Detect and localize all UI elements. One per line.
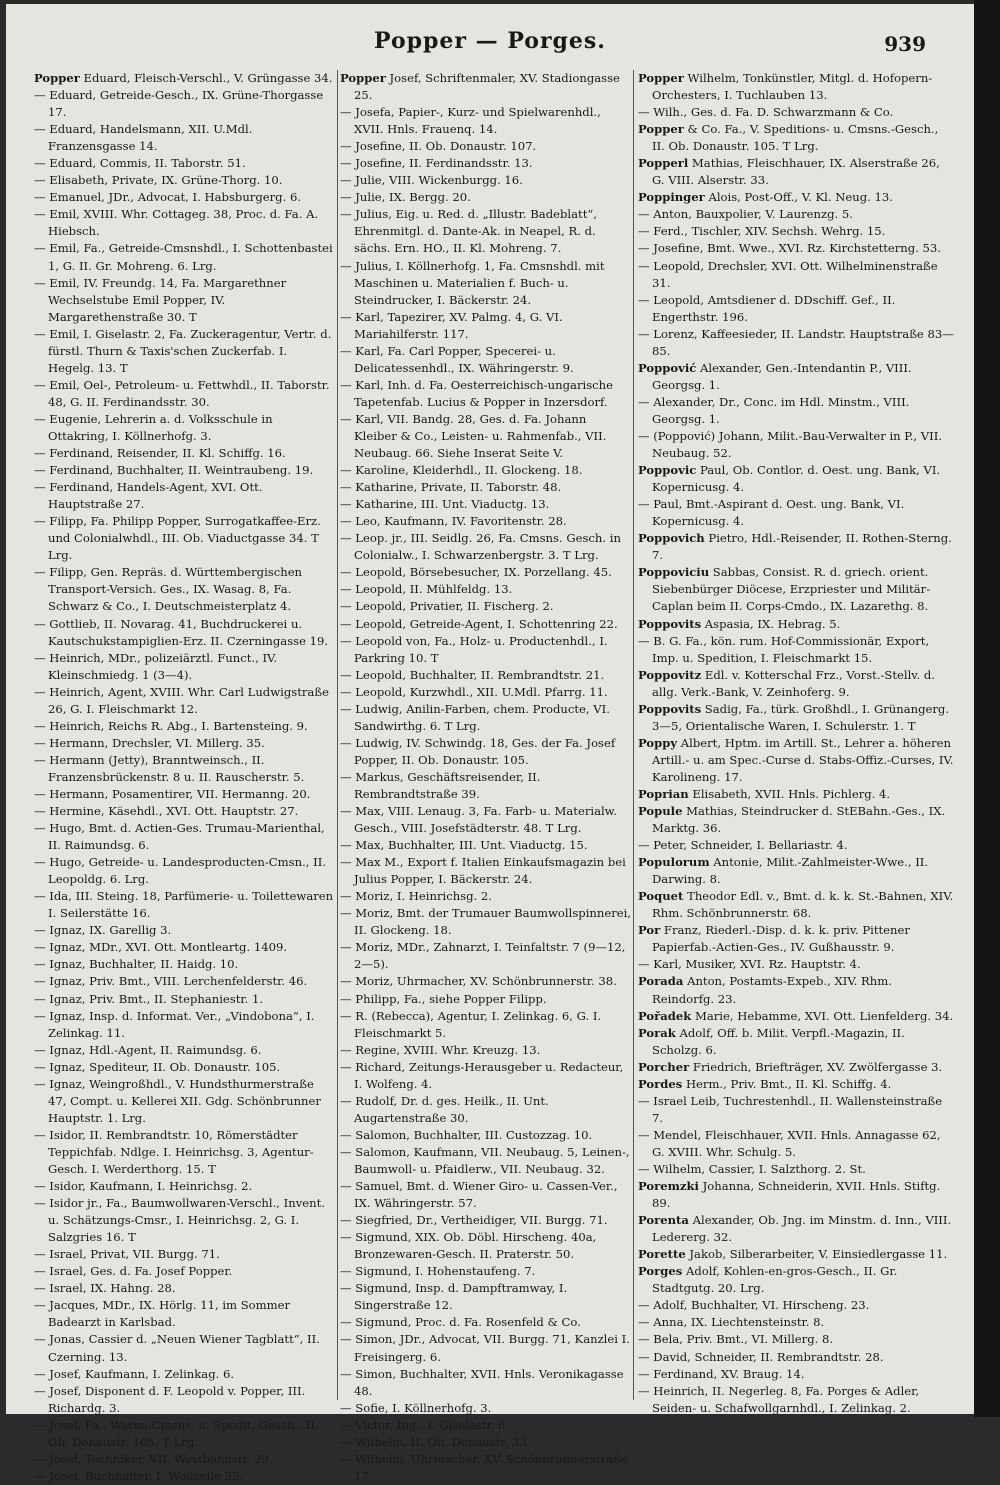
directory-entry: — Ignaz, Hdl.-Agent, II. Raimundsg. 6.	[34, 1042, 262, 1057]
directory-entry: — Ignaz, Priv. Bmt., VIII. Lerchenfelderstr. 46.	[34, 974, 308, 989]
directory-entry: — Leopold, Buchhalter, II. Rembrandtstr. 21.	[340, 667, 605, 682]
directory-entry: — Alexander, Dr., Conc. im Hdl. Minstm., VIII. Georgsg. 1.	[638, 394, 910, 426]
directory-entry: — Hermann, Posamentirer, VII. Hermanng. 20.	[34, 786, 311, 801]
directory-entry: Porenta Alexander, Ob. Jng. im Minstm. d. Inn., VIII. Ledererg. 32.	[638, 1213, 952, 1245]
directory-entry: — Wilhelm, Cassier, I. Salzthorg. 2. St.	[638, 1162, 866, 1176]
directory-entry: — Leopold, Drechsler, XVI. Ott. Wilhelminenstraße 31.	[638, 258, 938, 290]
directory-entry: — Josef, Buchhalter, I. Wollzeile 35.	[34, 1468, 244, 1483]
directory-entry: Pořadek Marie, Hebamme, XVI. Ott. Lienfelderg. 34.	[638, 1008, 954, 1023]
directory-entry: — Sigmund, XIX. Ob. Döbl. Hirscheng. 40a, Bronzewaren-Gesch. II. Praterstr. 50.	[340, 1230, 597, 1262]
directory-entry: Poprian Elisabeth, XVII. Hnls. Pichlerg. 4.	[638, 786, 891, 801]
directory-entry: Pordes Herm., Priv. Bmt., II. Kl. Schiffg. 4.	[638, 1076, 892, 1091]
directory-entry: — Heinrich, Agent, XVIII. Whr. Carl Ludwigstraße 26, G. I. Fleischmarkt 12.	[34, 684, 329, 716]
directory-entry: Porak Adolf, Off. b. Milit. Verpfl.-Magazin, II. Scholzg. 6.	[638, 1025, 905, 1057]
directory-entry: Poppovits Sadig, Fa., türk. Großhdl., I. Grünangerg. 3—5, Orientalische Waren, I. Schulerstr. 1. T	[638, 701, 950, 733]
directory-entry: — Eduard, Handelsmann, XII. U.Mdl. Franzensgasse 14.	[34, 122, 253, 154]
directory-entry: — Samuel, Bmt. d. Wiener Giro- u. Cassen-Ver., IX. Währingerstr. 57.	[340, 1179, 618, 1211]
directory-entry: — Adolf, Buchhalter, VI. Hirscheng. 23.	[638, 1298, 870, 1313]
directory-entry: — Siegfried, Dr., Vertheidiger, VII. Burgg. 71.	[340, 1213, 608, 1228]
directory-entry: — Sigmund, I. Hohenstaufeng. 7.	[340, 1264, 536, 1279]
directory-entry: — Leopold, II. Mühlfeldg. 13.	[340, 582, 513, 597]
directory-entry: Poppovits Aspasia, IX. Hebrag. 5.	[638, 616, 841, 631]
directory-entry: — Karl, Musiker, XVI. Rz. Hauptstr. 4.	[638, 957, 861, 972]
directory-entry: — Bela, Priv. Bmt., VI. Millerg. 8.	[638, 1332, 834, 1347]
directory-entry: — Karl, Fa. Carl Popper, Specerei- u. Delicatessenhdl., IX. Währingerstr. 9.	[340, 343, 574, 375]
directory-entry: — Leopold, Börsebesucher, IX. Porzellang. 45.	[340, 565, 612, 580]
directory-entry: — Julie, VIII. Wickenburgg. 16.	[340, 173, 523, 188]
directory-entry: — Ignaz, MDr., XVI. Ott. Montleartg. 1409.	[34, 940, 288, 955]
directory-entry: — Ludwig, Anilin-Farben, chem. Producte, VI. Sandwirthg. 6. T Lrg.	[340, 701, 610, 733]
directory-entry: — Hermine, Käsehdl., XVI. Ott. Hauptstr. 27.	[34, 804, 299, 819]
directory-entry: — Israel, Privat, VII. Burgg. 71.	[34, 1247, 220, 1262]
directory-entry: — Sofie, I. Köllnerhofg. 3.	[340, 1400, 492, 1415]
directory-entry: Por Franz, Riederl.-Disp. d. k. k. priv. Pittener Papierfab.-Actien-Ges., IV. Gußhausstr. 9.	[638, 923, 910, 955]
directory-entry: — Philipp, Fa., siehe Popper Filipp.	[340, 991, 547, 1006]
directory-entry: — Ignaz, Insp. d. Informat. Ver., „Vindobona“, I. Zelinkag. 11.	[34, 1008, 315, 1040]
directory-entry: — Max, VIII. Lenaug. 3, Fa. Farb- u. Materialw. Gesch., VIII. Josefstädterstr. 48. T Lrg.	[340, 804, 617, 836]
directory-entry: — Ignaz, Weingroßhdl., V. Hundsthurmerstraße 47, Compt. u. Kellerei XII. Gdg. Schönbrunner Hauptstr. 1. Lrg.	[34, 1076, 321, 1125]
directory-entry: — Simon, JDr., Advocat, VII. Burgg. 71, Kanzlei I. Freisingerg. 6.	[340, 1332, 630, 1364]
directory-entry: — Salomon, Buchhalter, III. Custozzag. 10.	[340, 1127, 593, 1142]
directory-entry: — Rudolf, Dr. d. ges. Heilk., II. Unt. Augartenstraße 30.	[340, 1093, 549, 1125]
directory-entry: — Isidor, Kaufmann, I. Heinrichsg. 2.	[34, 1179, 253, 1194]
directory-entry: Popper Eduard, Fleisch-Verschl., V. Grüngasse 34.	[34, 71, 333, 85]
directory-entry: — Josef, Kaufmann, I. Zelinkag. 6.	[34, 1366, 235, 1381]
directory-entry: — Ferdinand, Handels-Agent, XVI. Ott. Hauptstraße 27.	[34, 480, 263, 512]
directory-entry: — Josefa, Papier-, Kurz- und Spielwarenhdl., XVII. Hnls. Frauenq. 14.	[340, 105, 601, 137]
directory-entry: — Moriz, Uhrmacher, XV. Schönbrunnerstr. 38.	[340, 974, 617, 989]
page-edge-shadow	[974, 0, 1000, 1417]
directory-entry: — Eduard, Getreide-Gesch., IX. Grüne-Thorgasse 17.	[34, 88, 324, 120]
directory-entry: — Josefine, II. Ob. Donaustr. 107.	[340, 139, 537, 154]
directory-entry: — Katharine, III. Unt. Viaductg. 13.	[340, 497, 550, 512]
directory-entry: — Richard, Zeitungs-Herausgeber u. Redacteur, I. Wolfeng. 4.	[340, 1059, 624, 1091]
directory-entry: — Anton, Bauxpolier, V. Laurenzg. 5.	[638, 207, 853, 222]
directory-entry: — Emil, Oel-, Petroleum- u. Fettwhdl., II. Taborstr. 48, G. II. Ferdinandsstr. 30.	[34, 377, 330, 409]
directory-entry: — Israel, Ges. d. Fa. Josef Popper.	[34, 1264, 233, 1279]
directory-entry: Popule Mathias, Steindrucker d. StEBahn.-Ges., IX. Marktg. 36.	[638, 804, 946, 836]
directory-entry: — Wilh., Ges. d. Fa. D. Schwarzmann & Co.	[638, 105, 894, 120]
directory-entry: — Wilhelm, Uhrmacher, XV. Schönbrunnerstraße 17.	[340, 1451, 628, 1483]
directory-entry: — Josef, Fa., Waren-Cmsns. u. Spedit. Gesch., II. Ob. Donaustr. 105. T Lrg.	[34, 1417, 319, 1449]
running-title: Popper — Porges.	[374, 28, 606, 54]
directory-entry: — Leopold, Getreide-Agent, I. Schottenring 22.	[340, 616, 618, 631]
directory-entry: — Jacques, MDr., IX. Hörlg. 11, im Sommer Badearzt in Karlsbad.	[34, 1298, 291, 1330]
directory-entry: — Ferd., Tischler, XIV. Sechsh. Wehrg. 15.	[638, 224, 886, 239]
directory-entry: — Ferdinand, Reisender, II. Kl. Schiffg. 16.	[34, 446, 286, 461]
directory-entry: — Emil, I. Giselastr. 2, Fa. Zuckeragentur, Vertr. d. fürstl. Thurn & Taxis'schen Zuckerfab. I. Hegelg. 13. T	[34, 326, 332, 375]
directory-entry: — Julius, I. Köllnerhofg. 1, Fa. Cmsnshdl. mit Maschinen u. Materialien f. Buch- u. Steindrucker, I. Bäckerstr. 24.	[340, 258, 605, 307]
page-header	[6, 28, 974, 62]
directory-entry: Poppovitz Edl. v. Kotterschal Frz., Vorst.-Stellv. d. allg. Verk.-Bank, V. Zeinhoferg. 9.	[638, 667, 935, 699]
column-1	[34, 70, 334, 1483]
directory-entry: — Leopold, Amtsdiener d. DDschiff. Gef., II. Engerthstr. 196.	[638, 292, 896, 324]
directory-entry: Popper & Co. Fa., V. Speditions- u. Cmsns.-Gesch., II. Ob. Donaustr. 105. T Lrg.	[638, 122, 939, 154]
directory-entry: — Ida, III. Steing. 18, Parfümerie- u. Toilettewaren I. Seilerstätte 16.	[34, 889, 334, 921]
directory-entry: — Karl, VII. Bandg. 28, Ges. d. Fa. Johann Kleiber & Co., Leisten- u. Rahmenfab., VII. Neubaug. 66. Siehe Inserat Seite V.	[340, 411, 607, 461]
directory-entry: — Lorenz, Kaffeesieder, II. Landstr. Hauptstraße 83—85.	[638, 326, 954, 358]
directory-entry: — Ludwig, IV. Schwindg. 18, Ges. der Fa. Josef Popper, II. Ob. Donaustr. 105.	[340, 735, 616, 767]
directory-entry: — Emil, XVIII. Whr. Cottageg. 38, Proc. d. Fa. A. Hiebsch.	[34, 207, 319, 239]
directory-entry: — Anna, IX. Liechtensteinstr. 8.	[638, 1315, 825, 1330]
directory-entry: — Markus, Geschäftsreisender, II. Rembrandtstraße 39.	[340, 769, 541, 801]
column-3	[638, 70, 954, 1415]
directory-entry: — Ferdinand, XV. Braug. 14.	[638, 1366, 805, 1381]
directory-entry: Porges Adolf, Kohlen-en-gros-Gesch., II. Gr. Stadtgutg. 20. Lrg.	[638, 1264, 898, 1296]
directory-entry: — Leopold von, Fa., Holz- u. Productenhdl., I. Parkring 10. T	[340, 633, 608, 665]
directory-entry: — B. G. Fa., kön. rum. Hof-Commissionär, Export, Imp. u. Spedition, I. Fleischmarkt 15.	[638, 633, 930, 665]
directory-entry: — Wilhelm, II. Ob. Donaustr. 33.	[340, 1434, 531, 1449]
directory-entry: — Jonas, Cassier d. „Neuen Wiener Tagblatt“, II. Czerning. 13.	[34, 1332, 320, 1364]
directory-entry: — Israel, IX. Hahng. 28.	[34, 1281, 176, 1296]
directory-entry: — Leo, Kaufmann, IV. Favoritenstr. 28.	[340, 514, 567, 529]
directory-entry: Popper Wilhelm, Tonkünstler, Mitgl. d. Hofopern-Orchesters, I. Tuchlauben 13.	[638, 71, 933, 103]
directory-entry: — Salomon, Kaufmann, VII. Neubaug. 5, Leinen-, Baumwoll- u. Pfaidlerw., VII. Neubaug. 32.	[340, 1144, 630, 1176]
directory-entry: Populorum Antonie, Milit.-Zahlmeister-Wwe., II. Darwing. 8.	[638, 855, 929, 887]
directory-entry: — Katharine, Private, II. Taborstr. 48.	[340, 480, 562, 495]
directory-entry: — Paul, Bmt.-Aspirant d. Oest. ung. Bank, VI. Kopernicusg. 4.	[638, 497, 905, 529]
directory-columns	[34, 70, 954, 1483]
directory-entry: — Moriz, MDr., Zahnarzt, I. Teinfaltstr. 7 (9—12, 2—5).	[340, 940, 626, 972]
directory-entry: — Moriz, I. Heinrichsg. 2.	[340, 889, 492, 904]
directory-entry: — Karl, Tapezirer, XV. Palmg. 4, G. VI. Mariahilferstr. 117.	[340, 309, 563, 341]
directory-entry: — Gottlieb, II. Novarag. 41, Buchdruckerei u. Kautschukstampiglien-Erz. II. Czerningasse 19.	[34, 616, 329, 648]
directory-entry: — Heinrich, MDr., polizeiärztl. Funct., IV. Kleinschmiedg. 1 (3—4).	[34, 650, 278, 682]
directory-entry: — Ignaz, Spediteur, II. Ob. Donaustr. 105.	[34, 1059, 281, 1074]
directory-entry: Poppy Albert, Hptm. im Artill. St., Lehrer a. höheren Artill.- u. am Spec.-Curse d. Stabs-Offiz.-Curses, IV. Karolineng. 17.	[638, 735, 954, 784]
directory-entry: — Peter, Schneider, I. Bellariastr. 4.	[638, 838, 848, 853]
directory-entry: Poremzki Johanna, Schneiderin, XVII. Hnls. Stiftg. 89.	[638, 1179, 941, 1211]
directory-entry: — David, Schneider, II. Rembrandtstr. 28.	[638, 1349, 884, 1364]
directory-entry: — (Poppović) Johann, Milit.-Bau-Verwalter in P., VII. Neubaug. 52.	[638, 428, 943, 461]
directory-entry: — Isidor jr., Fa., Baumwollwaren-Verschl., Invent. u. Schätzungs-Cmsr., I. Heinrichsg. 2, G. I. Salzgries 16. T	[34, 1196, 325, 1245]
directory-entry: Popper Josef, Schriftenmaler, XV. Stadiongasse 25.	[340, 71, 620, 103]
directory-entry: — Elisabeth, Private, IX. Grüne-Thorg. 10.	[34, 173, 283, 188]
directory-entry: — Ignaz, Priv. Bmt., II. Stephaniestr. 1.	[34, 991, 264, 1006]
directory-entry: — Sigmund, Insp. d. Dampftramway, I. Singerstraße 12.	[340, 1281, 568, 1313]
directory-entry: Poppovic Paul, Ob. Contlor. d. Oest. ung. Bank, VI. Kopernicusg. 4.	[638, 463, 941, 495]
directory-entry: Porada Anton, Postamts-Expeb., XIV. Rhm. Reindorfg. 23.	[638, 974, 892, 1006]
directory-entry: — Hugo, Bmt. d. Actien-Ges. Trumau-Marienthal, II. Raimundsg. 6.	[34, 821, 325, 853]
page-number: 939	[884, 32, 926, 56]
directory-entry: — Ferdinand, Buchhalter, II. Weintraubeng. 19.	[34, 463, 314, 478]
directory-entry: — Ignaz, IX. Garellig 3.	[34, 923, 172, 938]
directory-entry: Poppinger Alois, Post-Off., V. Kl. Neug. 13.	[638, 190, 893, 205]
directory-entry: — Karl, Inh. d. Fa. Oesterreichisch-ungarische Tapetenfab. Lucius & Popper in Inzersdorf.	[340, 377, 613, 409]
directory-entry: Poppović Alexander, Gen.-Intendantin P., VIII. Georgsg. 1.	[638, 360, 912, 392]
directory-entry: — Max, Buchhalter, III. Unt. Viaductg. 15.	[340, 838, 588, 853]
directory-entry: — Filipp, Gen. Repräs. d. Württembergischen Transport-Versich. Ges., IX. Wasag. 8, Fa. Schwarz & Co., I. Deutschmeisterplatz 4.	[34, 565, 303, 614]
directory-entry: — Josefine, II. Ferdinandsstr. 13.	[340, 156, 533, 171]
directory-entry: Porcher Friedrich, Briefträger, XV. Zwölfergasse 3.	[638, 1059, 943, 1074]
directory-entry: — Hermann (Jetty), Branntweinsch., II. Franzensbrückenstr. 8 u. II. Rauscherstr. 5.	[34, 752, 305, 784]
directory-entry: — Sigmund, Proc. d. Fa. Rosenfeld & Co.	[340, 1315, 581, 1330]
directory-entry: — Regine, XVIII. Whr. Kreuzg. 13.	[340, 1042, 541, 1057]
column-2	[340, 70, 632, 1483]
directory-entry: — Moriz, Bmt. der Trumauer Baumwollspinnerei, II. Glockeng. 18.	[340, 906, 631, 938]
directory-entry: — Filipp, Fa. Philipp Popper, Surrogatkaffee-Erz. und Colonialwhdl., III. Ob. Viaductgasse 34. T Lrg.	[34, 514, 321, 563]
directory-entry: — R. (Rebecca), Agentur, I. Zelinkag. 6, G. I. Fleischmarkt 5.	[340, 1008, 602, 1040]
directory-entry: — Emanuel, JDr., Advocat, I. Habsburgerg. 6.	[34, 190, 302, 205]
directory-entry: — Ignaz, Buchhalter, II. Haidg. 10.	[34, 957, 239, 972]
directory-entry: — Emil, Fa., Getreide-Cmsnshdl., I. Schottenbastei 1, G. II. Gr. Mohreng. 6. Lrg.	[34, 241, 333, 273]
directory-entry: — Simon, Buchhalter, XVII. Hnls. Veronikagasse 48.	[340, 1366, 624, 1398]
directory-page	[6, 4, 974, 1483]
directory-entry: Poppovich Pietro, Hdl.-Reisender, II. Rothen-Sterng. 7.	[638, 531, 952, 563]
directory-entry: — Victor, Ing., I. Giselastr. 6.	[340, 1417, 510, 1432]
directory-entry: — Julius, Eig. u. Red. d. „Illustr. Badeblatt“, Ehrenmitgl. d. Dante-Ak. in Neapel, R. d. sächs. Ern. HO., II. Kl. Mohreng. 7.	[340, 207, 597, 256]
directory-entry: — Heinrich, II. Negerleg. 8, Fa. Porges & Adler, Seiden- u. Schafwollgarnhdl., I. Zelinkag. 2.	[638, 1383, 920, 1415]
directory-entry: — Hermann, Drechsler, VI. Millerg. 35.	[34, 735, 265, 750]
directory-entry: — Isidor, II. Rembrandtstr. 10, Römerstädter Teppichfab. Ndlge. I. Heinrichsg. 3, Agentur-Gesch. I. Werderthorg. 15. T	[34, 1127, 314, 1176]
directory-entry: Poppoviciu Sabbas, Consist. R. d. griech. orient. Siebenbürger Diöcese, Erzpriester und Militär-Caplan beim II. Corps-Cmdo., IX. Lazarethg. 8.	[638, 565, 931, 614]
directory-entry: — Leopold, Kurzwhdl., XII. U.Mdl. Pfarrg. 11.	[340, 684, 608, 699]
directory-entry: — Eugenie, Lehrerin a. d. Volksschule in Ottakring, I. Köllnerhofg. 3.	[34, 411, 273, 443]
directory-entry: Porette Jakob, Silberarbeiter, V. Einsiedlergasse 11.	[638, 1247, 948, 1262]
directory-entry: — Mendel, Fleischhauer, XVII. Hnls. Annagasse 62, G. XVIII. Whr. Schulg. 5.	[638, 1127, 941, 1159]
directory-entry: — Emil, IV. Freundg. 14, Fa. Margarethner Wechselstube Emil Popper, IV. Margarethenstraße 30. T	[34, 275, 287, 324]
directory-entry: — Max M., Export f. Italien Einkaufsmagazin bei Julius Popper, I. Bäckerstr. 24.	[340, 855, 626, 887]
directory-entry: — Josef, Disponent d. F. Leopold v. Popper, III. Richardg. 3.	[34, 1383, 306, 1415]
directory-entry: — Hugo, Getreide- u. Landesproducten-Cmsn., II. Leopoldg. 6. Lrg.	[34, 855, 326, 887]
directory-entry: Poquet Theodor Edl. v., Bmt. d. k. k. St.-Bahnen, XIV. Rhm. Schönbrunnerstr. 68.	[638, 889, 954, 921]
directory-entry: — Leop. jr., III. Seidlg. 26, Fa. Cmsns. Gesch. in Colonialw., I. Schwarzenbergstr. 3. T Lrg.	[340, 531, 621, 563]
directory-entry: — Karoline, Kleiderhdl., II. Glockeng. 18.	[340, 463, 583, 478]
directory-entry: — Julie, IX. Bergg. 20.	[340, 190, 471, 205]
directory-entry: — Josef, Techniker, VII. Westbahnstr. 29.	[34, 1451, 273, 1466]
directory-entry: — Israel Leib, Tuchrestenhdl., II. Wallensteinstraße 7.	[638, 1093, 943, 1125]
directory-entry: — Eduard, Commis, II. Taborstr. 51.	[34, 156, 246, 171]
directory-entry: — Josefine, Bmt. Wwe., XVI. Rz. Kirchstetterng. 53.	[638, 241, 941, 256]
directory-entry: — Leopold, Privatier, II. Fischerg. 2.	[340, 599, 554, 614]
directory-entry: — Heinrich, Reichs R. Abg., I. Bartensteing. 9.	[34, 718, 308, 733]
directory-entry: Popperl Mathias, Fleischhauer, IX. Alserstraße 26, G. VIII. Alserstr. 33.	[638, 156, 940, 188]
